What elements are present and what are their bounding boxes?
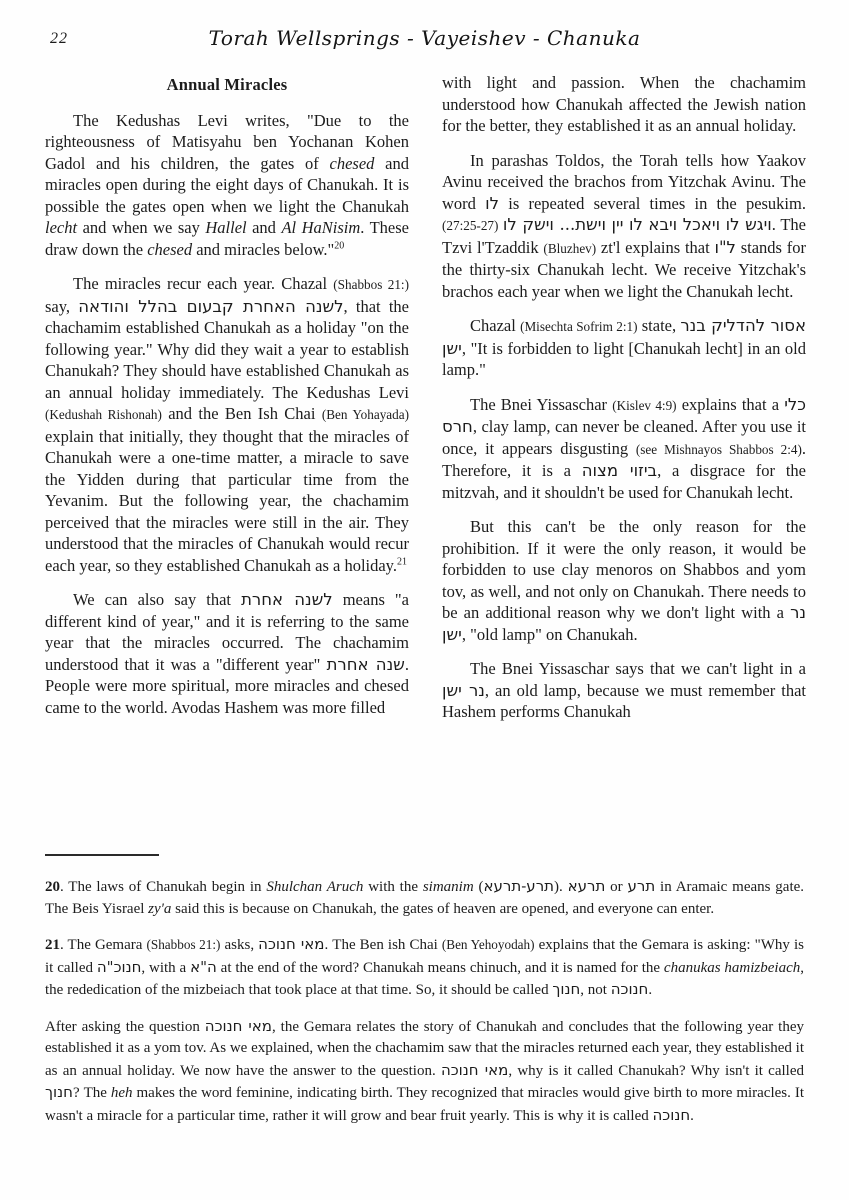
hebrew-text: ה"א [190,957,217,976]
text-run: explains that a [676,394,785,414]
footnote-paragraph [45,1016,804,1128]
text-run: and the Ben Ish Chai [161,404,322,423]
hebrew-text: חנוכה [610,980,649,998]
text-run: said this is because on Chanukah, the gates of heaven are opened, and everyone can enter. [171,900,715,917]
citation: (Shabbos 21:) [146,937,221,952]
text-run: , "old lamp" on Chanukah. [461,624,638,644]
text-run: is repeated several times in the pesukim. [499,193,806,213]
citation: (Kedushah Rishonah) [45,407,162,422]
text-run: say, [45,296,79,316]
text-run: and [246,218,282,237]
text-run: , with a [141,959,191,976]
text-run: The miracles recur each year. Chazal [73,274,334,293]
text-run: , that the chachamim established Chanukah as a holiday "on the following year." Why did they wait a year to establish Chanukah? They should have established Chanukah as an annual holiday immediately. The Kedushas Levi [45,296,409,402]
text-run: . The Tzvi l'Tzaddik [442,215,806,257]
text-run: explains that the Gemara is asking: "Why is it called [45,937,804,976]
text-run: and when we say [77,218,206,237]
hebrew-text: ויגש לו ויאכל ויבא לו יין וישת... וישק לו [502,215,772,234]
bold-text: 21 [45,937,60,953]
text-run: . [690,1107,694,1124]
citation: (Ben Yohayada) [321,407,409,422]
text-run: ). [554,879,568,895]
text-run: ? The [72,1085,111,1101]
hebrew-text: ביזוי מצוה [581,461,658,480]
footnote-paragraph [45,876,804,920]
text-run: . People were more spiritual, more miracles and chesed came to the world. Avodas Hashem was more filled [45,654,409,717]
text-run: The Bnei Yissaschar says that we can't light in a [470,659,806,678]
body-paragraph [442,72,806,137]
hebrew-text: לשנה אחרת [241,590,333,609]
text-run: . The Ben ish Chai [324,937,442,953]
text-run: , the rededication of the mizbeiach that took place at that time. So, it should be called [45,959,804,998]
footnote-ref: 21 [397,556,407,567]
text-run: and miracles below." [192,239,335,259]
text-run: . [648,982,653,998]
text-run: , a disgrace for the mitzvah, and it shouldn't be used for Chanukah lecht. [442,461,806,502]
italic-text: chesed [147,239,193,259]
citation: (see Mishnayos Shabbos 2:4) [635,441,802,457]
italic-text: Hallel [205,218,247,237]
text-run: , "It is forbidden to light [Chanukah lecht] in an old lamp." [442,338,806,379]
text-run: state, [637,316,681,335]
text-run: But this can't be the only reason for the prohibition. If it were the only reason, it would be forbidden to use clay menoros on Shabbos and yom tov, as well, and not only on Chanukah. There needs to be an additional reason why we don't light with a [442,517,806,622]
text-run: makes the word feminine, indicating birth. They recognized that miracles would give birth to more miracles. It wasn't a miracle for a particular time, rather it will grow and bear fruit yearly. This is why it is called [45,1085,804,1124]
citation: (Misechta Sofrim 2:1) [520,319,638,334]
footnote-ref: 20 [334,240,345,251]
hebrew-text: חנוכה [652,1105,691,1124]
body-paragraph [45,273,409,576]
hebrew-text: תרעא [567,877,606,895]
text-run: with light and passion. When the chachamim understood how Chanukah affected the Jewish nation for the better, they established it as an annual holiday. [442,73,806,135]
text-run: in Aramaic means gate. The Beis Yisrael [45,879,805,917]
text-run: Chazal [470,316,521,335]
hebrew-text: לשנה האחרת קבעום בהלל והודאה [78,296,344,316]
page-header [45,26,804,56]
footnote-paragraph [45,934,804,1002]
text-run: asks, [220,937,259,953]
text-run: . The laws of Chanukah begin in [60,879,267,895]
hebrew-text: תרע-תרעא [483,877,555,895]
italic-text: chesed [329,153,375,173]
body-paragraph [442,658,806,723]
text-run: . These draw down the [45,218,410,259]
text-run: explain that initially, they thought that the miracles of Chanukah were a one-time matter, a miracle to save the Yidden during that particular time from the Yevanim. But the following year, the chachamim perceived that the miracles were still in the air. They understood that the miracles of Chanukah would recur each year, so they established Chanukah as a holiday. [45,426,409,575]
italic-text: chanukas hamizbeiach [663,959,801,976]
two-column-body [45,72,806,736]
text-run: The Kedushas Levi writes, "Due to the righteousness of Matisyahu ben Yochanan Kohen Gadol and his children, the gates of [45,110,409,173]
text-run: , the Gemara relates the story of Chanukah and concludes that the following year they established it as a yom tov. As we explained, when the chachamim saw that the miracles returned each year, they established it as an annual holiday. We now have the answer to the question. [45,1018,805,1079]
page-title: Torah Wellsprings - Vayeishev - Chanuka [208,26,641,50]
hebrew-text: ל"ו [714,237,736,257]
hebrew-text: אסור להדליק בנר ישן [442,316,807,358]
italic-text: zy'a [148,900,172,917]
italic-text: Shulchan Aruch [266,879,364,895]
italic-text: simanim [422,879,474,895]
body-paragraph [442,516,806,645]
citation: (Shabbos 21:) [333,277,409,292]
text-run: In parashas Toldos, the Torah tells how Yaakov Avinu received the brachos from Yitzchak Avinu. The word [442,150,806,213]
text-run: . Therefore, it is a [442,438,806,480]
body-paragraph [45,110,409,261]
citation: (27:25-27) [442,218,499,233]
left-column [45,72,409,736]
hebrew-text: נר ישן [442,603,806,644]
text-run: stands for the thirty-six Chanukah lecht. We receive Yitzchak's brachos each year when we light the Chanukah lecht. [442,237,806,301]
text-run: ( [473,879,484,895]
text-run: or [605,879,628,895]
body-paragraph [442,150,806,303]
citation: (Kislev 4:9) [612,397,677,413]
page-number: 22 [50,30,68,47]
hebrew-text: נר ישן [442,680,485,700]
citation: (Ben Yehoyodah) [441,937,535,952]
hebrew-text: מאי חנוכה [204,1016,272,1035]
citation: (Bluzhev) [543,240,597,256]
text-run: , not [580,982,611,998]
body-paragraph [442,315,806,381]
text-run: After asking the question [45,1018,205,1035]
text-run: , clay lamp, can never be cleaned. After you use it once, it appears disgusting [442,417,806,458]
footnote-divider [45,854,159,856]
hebrew-text: מאי חנוכה [258,935,325,953]
text-run: . The Gemara [60,937,147,953]
text-run: We can also say that [73,590,242,609]
text-run: and miracles open during the eight days of Chanukah. It is possible the gates open when we light the Chanukah [45,153,409,216]
text-run: , an old lamp, because we must remember that Hashem performs Chanukah [442,680,806,721]
hebrew-text: חנוך [45,1083,73,1101]
hebrew-text: שנה אחרת [326,654,405,674]
hebrew-text: חנוכ"ה [96,957,142,976]
body-paragraph [442,394,806,504]
hebrew-text: מאי חנוכה [440,1060,509,1079]
italic-text: Al HaNisim [281,218,361,237]
body-paragraph [45,589,409,718]
hebrew-text: לו [485,193,500,213]
right-column [442,72,806,736]
hebrew-text: חנוך [552,980,581,998]
text-run: The Bnei Yissaschar [470,394,613,414]
hebrew-text: כלי חרס [442,394,806,436]
text-run: with the [363,879,423,895]
text-run: at the end of the word? Chanukah means chinuch, and it is named for the [216,959,664,976]
bold-text: 20 [45,879,60,895]
footnotes-section [45,876,804,1141]
section-heading: Annual Miracles [166,75,288,94]
italic-text: lecht [45,218,78,237]
text-run: means "a different kind of year," and it is referring to the same year that the miracles occurred. The chachamim understood that it was a "different year" [45,590,409,674]
text-run: zt'l explains that [596,237,715,257]
italic-text: heh [110,1085,133,1101]
hebrew-text: תרע [627,877,656,895]
text-run: , why is it called Chanukah? Why isn't it called [508,1062,804,1079]
